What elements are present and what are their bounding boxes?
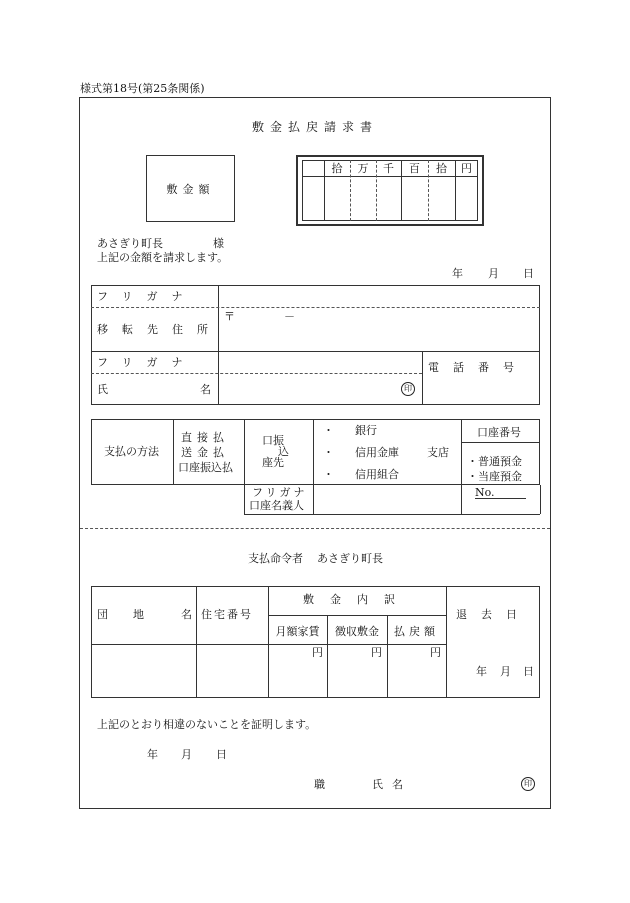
house-number-label: 住宅番号 [201, 608, 253, 621]
order-label: 支払命令者 [248, 552, 303, 565]
transfer-dest-1: 口振 [262, 434, 284, 447]
leave-year: 年 [476, 665, 487, 678]
kumiai-bullet: ・ [323, 468, 334, 481]
account-number-underline [475, 498, 526, 499]
cut-line [80, 528, 550, 529]
yen-collected: 円 [371, 646, 382, 659]
breakdown-label: 敷金内訳 [303, 593, 411, 606]
account-number-label: 口座番号 [477, 426, 521, 439]
digit-hyaku: 百 [409, 162, 420, 175]
request-statement: 上記の金額を請求します。 [97, 251, 229, 264]
method-remit: 送金払 [181, 446, 229, 459]
complex-name-label-3: 名 [181, 608, 192, 621]
bank-bullet: ・ [323, 424, 334, 437]
no-label: No. [475, 486, 495, 499]
applicant-seal-icon: 印 [401, 382, 415, 396]
digit-man: 万 [357, 162, 369, 175]
postal-mark: 〒 [224, 310, 235, 323]
amount-label: 敷金額 [166, 183, 215, 196]
furigana-label-name: フリガナ [97, 356, 197, 369]
branch-label: 支店 [427, 446, 449, 459]
address-field[interactable] [235, 316, 535, 346]
cert-month: 月 [181, 748, 192, 761]
bank-type-shinkin: 信用金庫 [355, 446, 399, 459]
name-label-first: 氏 [97, 383, 108, 396]
honorific: 様 [213, 237, 224, 250]
digit-juu: 拾 [436, 162, 447, 175]
leave-day: 日 [523, 665, 534, 678]
method-direct: 直接払 [181, 431, 229, 444]
refund-label: 払戻額 [394, 625, 439, 638]
postal-dash: － [284, 310, 295, 323]
cert-year: 年 [147, 748, 158, 761]
deposit-current: ・当座預金 [467, 470, 522, 483]
deposit-ordinary: ・普通預金 [467, 455, 522, 468]
date-day: 日 [523, 267, 534, 280]
order-issuer: あさぎり町長 [317, 552, 383, 565]
transfer-dest-2: 込 [278, 445, 289, 458]
complex-name-label-1: 団 [97, 608, 108, 621]
phone-label: 電話番号 [428, 361, 528, 374]
date-year: 年 [452, 267, 463, 280]
bank-type-kumiai: 信用組合 [355, 468, 399, 481]
name-field[interactable] [222, 376, 392, 400]
holder-name-label: 口座名義人 [249, 499, 304, 512]
monthly-rent-label: 月額家賃 [275, 625, 320, 638]
shinkin-bullet: ・ [323, 446, 334, 459]
collected-deposit-label: 徴収敷金 [335, 625, 379, 638]
form-number: 様式第18号(第25条関係) [80, 82, 205, 95]
certify-statement: 上記のとおり相違のないことを証明します。 [97, 718, 317, 731]
bank-type-bank: 銀行 [355, 424, 377, 437]
cert-day: 日 [216, 748, 227, 761]
official-seal-icon: 印 [521, 777, 535, 791]
account-holder-field[interactable] [316, 488, 458, 512]
leave-month: 月 [500, 665, 511, 678]
method-transfer: 口座振込払 [178, 461, 233, 474]
leave-date-label: 退去日 [456, 608, 531, 621]
date-month: 月 [488, 267, 499, 280]
addressee: あさぎり町長 [97, 237, 163, 250]
furigana-label-address: フリガナ [97, 290, 197, 303]
holder-furigana-label: フリガナ [252, 486, 308, 499]
official-title-label: 職 [314, 778, 325, 791]
complex-name-label-2: 地 [133, 608, 144, 621]
transfer-dest-3: 座先 [262, 456, 284, 469]
page-title: 敷金払戻請求書 [251, 120, 378, 134]
yen-refund: 円 [430, 646, 441, 659]
digit-juuman: 拾 [331, 162, 343, 175]
official-name-label: 氏名 [372, 778, 412, 791]
yen-rent: 円 [312, 646, 323, 659]
digit-en: 円 [461, 162, 472, 175]
name-label-last: 名 [200, 383, 211, 396]
digit-sen: 千 [383, 162, 394, 175]
address-label: 移転先住所 [97, 323, 222, 336]
payment-method-label: 支払の方法 [104, 445, 159, 458]
